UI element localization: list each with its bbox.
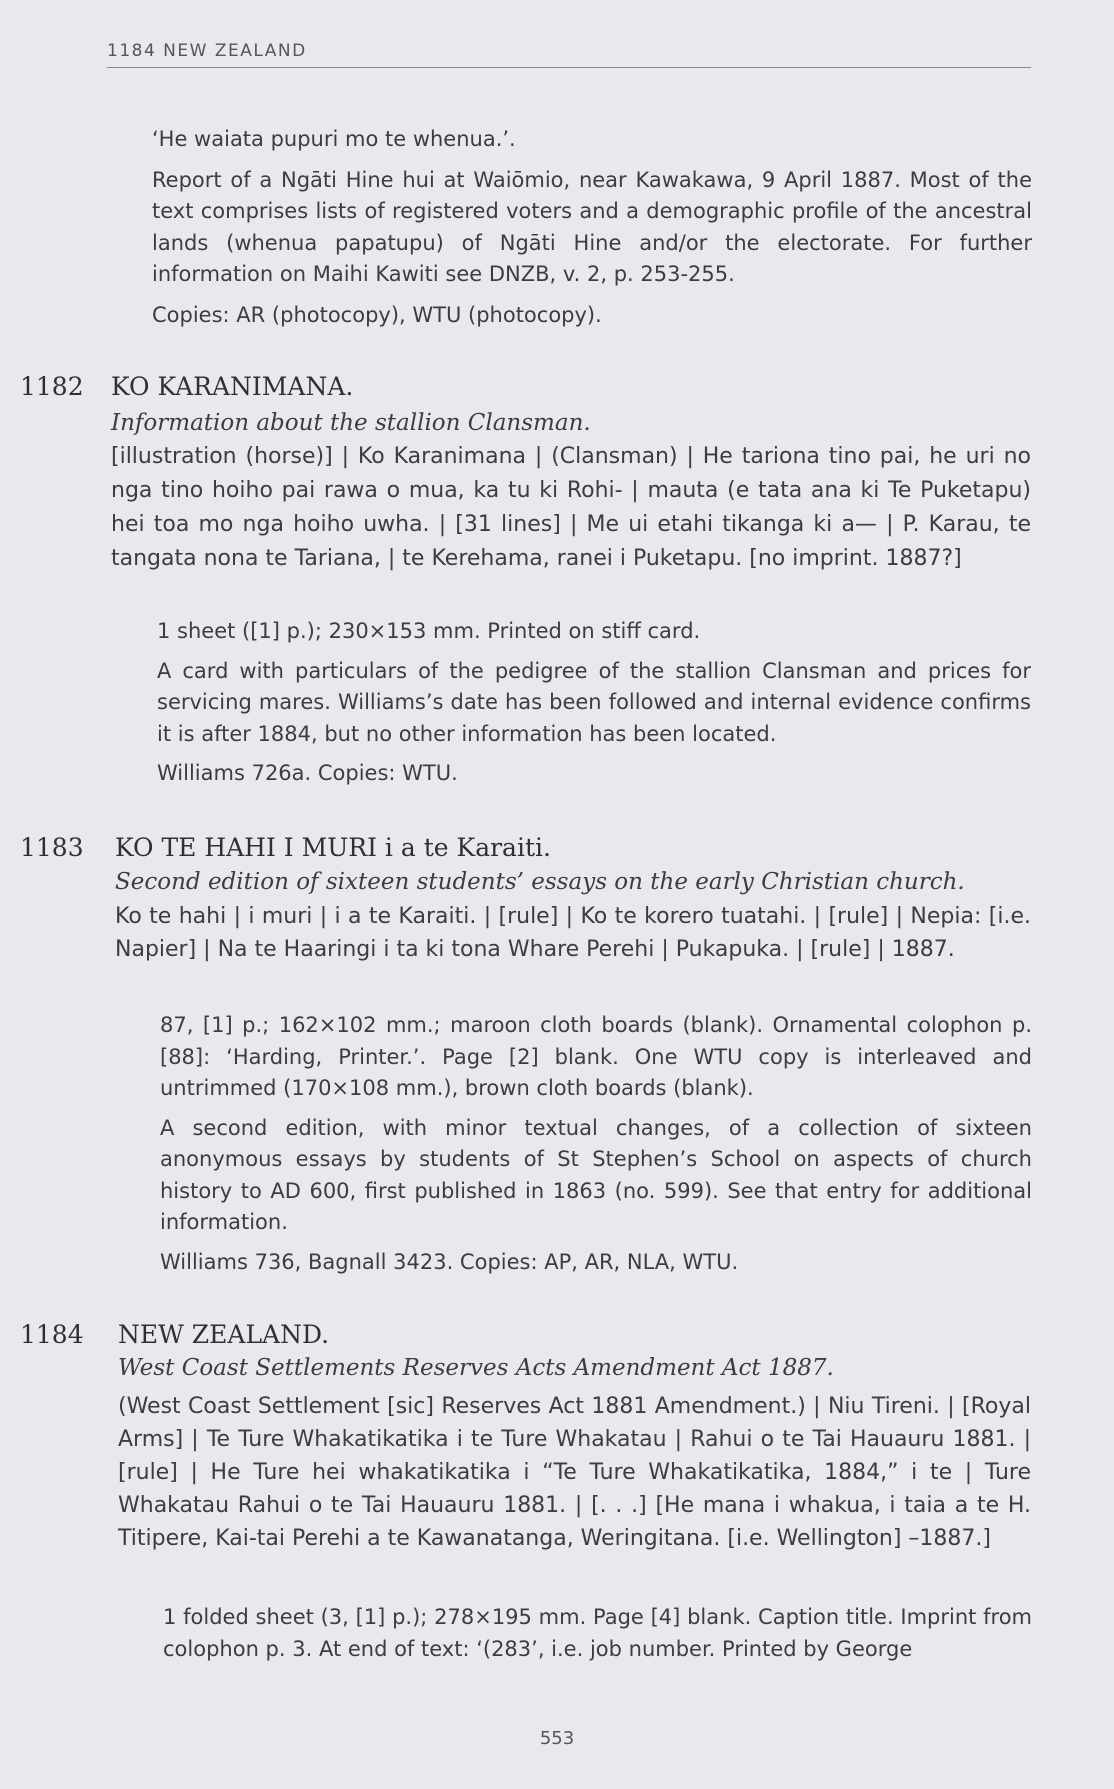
entry-details — [163, 1602, 1032, 1665]
entry-transcription: [illustration (horse)] | Ko Karanimana | (Clansman) | He tariona tino pai, he uri no nga tino hoiho pai rawa o mua, ka tu ki Rohi- | mauta (e tata ana ki Te Puketapu) hei toa mo nga hoiho uwha. | [31 lines] | Me ui etahi tikanga ki a— | P. Karau, te tangata nona te Tariana, | te Kerehama, ranei i Puketapu. [no imprint. 1887?] — [111, 444, 1031, 571]
entry-title: KO KARANIMANA. — [111, 372, 354, 401]
entry-number: 1182 — [20, 372, 84, 401]
entry-references: Williams 736, Bagnall 3423. Copies: AP, AR, NLA, WTU. — [160, 1249, 739, 1274]
entry-description — [111, 440, 1031, 576]
prev-entry-note: Report of a Ngāti Hine hui at Waiōmio, near Kawakawa, 9 April 1887. Most of the text comprises lists of registered voters and a demographic profile of the ancestral lands (whenua papatupu) of Ngāti Hine and/or the electorate. For further information on Maihi Kawiti see DNZB, v. 2, p. 253-255. — [152, 167, 1032, 286]
entry-number: 1184 — [20, 1320, 84, 1349]
entry-title: KO TE HAHI I MURI i a te Karaiti. — [115, 833, 551, 862]
entry-description — [115, 900, 1031, 966]
entry-collation: 1 sheet ([1] p.); 230×153 mm. Printed on stiff card. — [157, 619, 701, 643]
entry-details — [157, 616, 1031, 790]
entry-details — [160, 1010, 1032, 1278]
entry-collation: 87, [1] p.; 162×102 mm.; maroon cloth boards (blank). Ornamental colophon p. [88]: ‘Harding, Printer.’. Page [2] blank. One WTU copy is interleaved and untrimmed (170×108 mm.), brown cloth boards (blank). — [160, 1013, 1032, 1100]
entry-transcription: Ko te hahi | i muri | i a te Karaiti. | [rule] | Ko te korero tuatahi. | [rule] | Nepia: [i.e. Napier] | Na te Haaringi i ta ki tona Whare Perehi | Pukapuka. | [rule] | 1887. — [115, 904, 1031, 962]
running-head: 1184 NEW ZEALAND — [107, 41, 1031, 68]
page-number: 553 — [539, 1728, 575, 1749]
entry-transcription: (West Coast Settlement [sic] Reserves Act 1881 Amendment.) | Niu Tireni. | [Royal Arms] | Te Ture Whakatikatika i te Ture Whakatau | Rahui o te Tai Hauauru 1881. | [rule] | He Ture hei whakatikatika i “Te Ture Whakatikatika, 1884,” i te | Ture Whakatau Rahui o te Tai Hauauru 1881. | [. . .] [He mana i whakua, i taia a te H. Titipere, Kai-tai Perehi a te Kawanatanga, Weringitana. [i.e. Wellington] –1887.] — [118, 1394, 1031, 1551]
entry-subtitle: Second edition of sixteen students’ essays on the early Christian church. — [115, 869, 965, 895]
entry-references: Williams 726a. Copies: WTU. — [157, 761, 458, 785]
entry-description — [118, 1390, 1031, 1555]
prev-entry — [152, 124, 1032, 331]
entry-subtitle: Information about the stallion Clansman. — [111, 410, 591, 436]
entry-number: 1183 — [20, 833, 84, 862]
prev-entry-copies: Copies: AR (photocopy), WTU (photocopy). — [152, 302, 602, 327]
prev-entry-title: ‘He waiata pupuri mo te whenua.’. — [152, 127, 516, 151]
entry-title: NEW ZEALAND. — [118, 1320, 330, 1349]
entry-note: A second edition, with minor textual changes, of a collection of sixteen anonymous essays by students of St Stephen’s School on aspects of church history to AD 600, first published in 1863 (no. 599). See that entry for additional information. — [160, 1115, 1032, 1234]
entry-subtitle: West Coast Settlements Reserves Acts Amendment Act 1887. — [118, 1355, 834, 1381]
entry-collation: 1 folded sheet (3, [1] p.); 278×195 mm. Page [4] blank. Caption title. Imprint from colophon p. 3. At end of text: ‘(283’, i.e. job number. Printed by George — [163, 1605, 1032, 1661]
entry-note: A card with particulars of the pedigree of the stallion Clansman and prices for servicing mares. Williams’s date has been followed and internal evidence confirms it is after 1884, but no other information has been located. — [157, 658, 1031, 746]
